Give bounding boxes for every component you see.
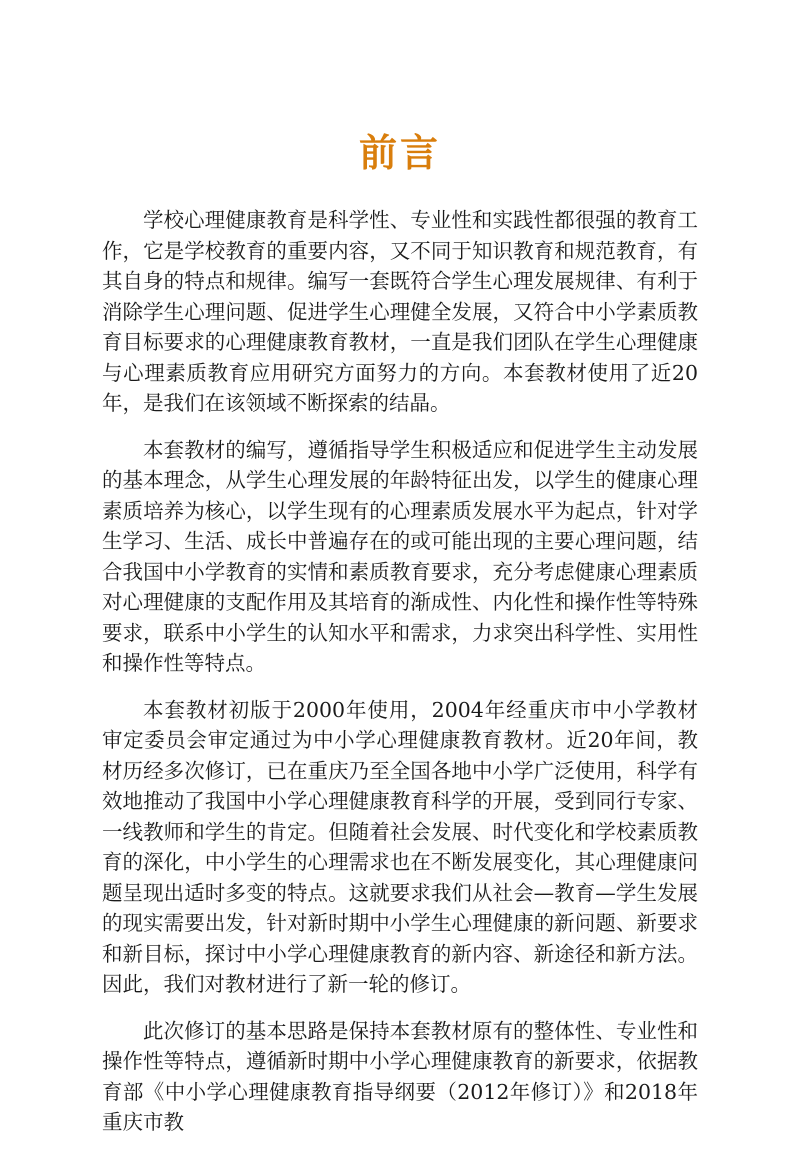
page-title: 前言 [358,131,441,175]
body-text [102,205,698,1154]
paragraph-4: 此次修订的基本思路是保持本套教材原有的整体性、专业性和操作性等特点，遵循新时期中小学心理健康教育的新要求，依据教育部《中小学心理健康教育指导纲要（2012年修订）》和2018年重庆市教 [102,1018,698,1134]
paragraph-2: 本套教材的编写，遵循指导学生积极适应和促进学生主动发展的基本理念，从学生心理发展的年龄特征出发，以学生的健康心理素质培养为核心，以学生现有的心理素质发展水平为起点，针对学生学习、生活、成长中普遍存在的或可能出现的主要心理问题，结合我国中小学教育的实情和素质教育要求，充分考虑健康心理素质对心理健康的支配作用及其培育的渐成性、内化性和操作性等特殊要求，联系中小学生的认知水平和需求，力求突出科学性、实用性和操作性等特点。 [102,437,698,675]
paragraph-3: 本套教材初版于2000年使用，2004年经重庆市中小学教材审定委员会审定通过为中小学心理健康教育教材。近20年间，教材历经多次修订，已在重庆乃至全国各地中小学广泛使用，科学有效地推动了我国中小学心理健康教育科学的开展，受到同行专家、一线教师和学生的肯定。但随着社会发展、时代变化和学校素质教育的深化，中小学生的心理需求也在不断发展变化，其心理健康问题呈现出适时多变的特点。这就要求我们从社会—教育—学生发展的现实需要出发，针对新时期中小学生心理健康的新问题、新要求和新目标，探讨中小学心理健康教育的新内容、新途径和新方法。因此，我们对教材进行了新一轮的修订。 [102,697,698,996]
paragraph-1: 学校心理健康教育是科学性、专业性和实践性都很强的教育工作，它是学校教育的重要内容，又不同于知识教育和规范教育，有其自身的特点和规律。编写一套既符合学生心理发展规律、有利于消除学生心理问题、促进学生心理健全发展，又符合中小学素质教育目标要求的心理健康教育教材，一直是我们团队在学生心理健康与心理素质教育应用研究方面努力的方向。本套教材使用了近20年，是我们在该领域不断探索的结晶。 [102,208,698,415]
